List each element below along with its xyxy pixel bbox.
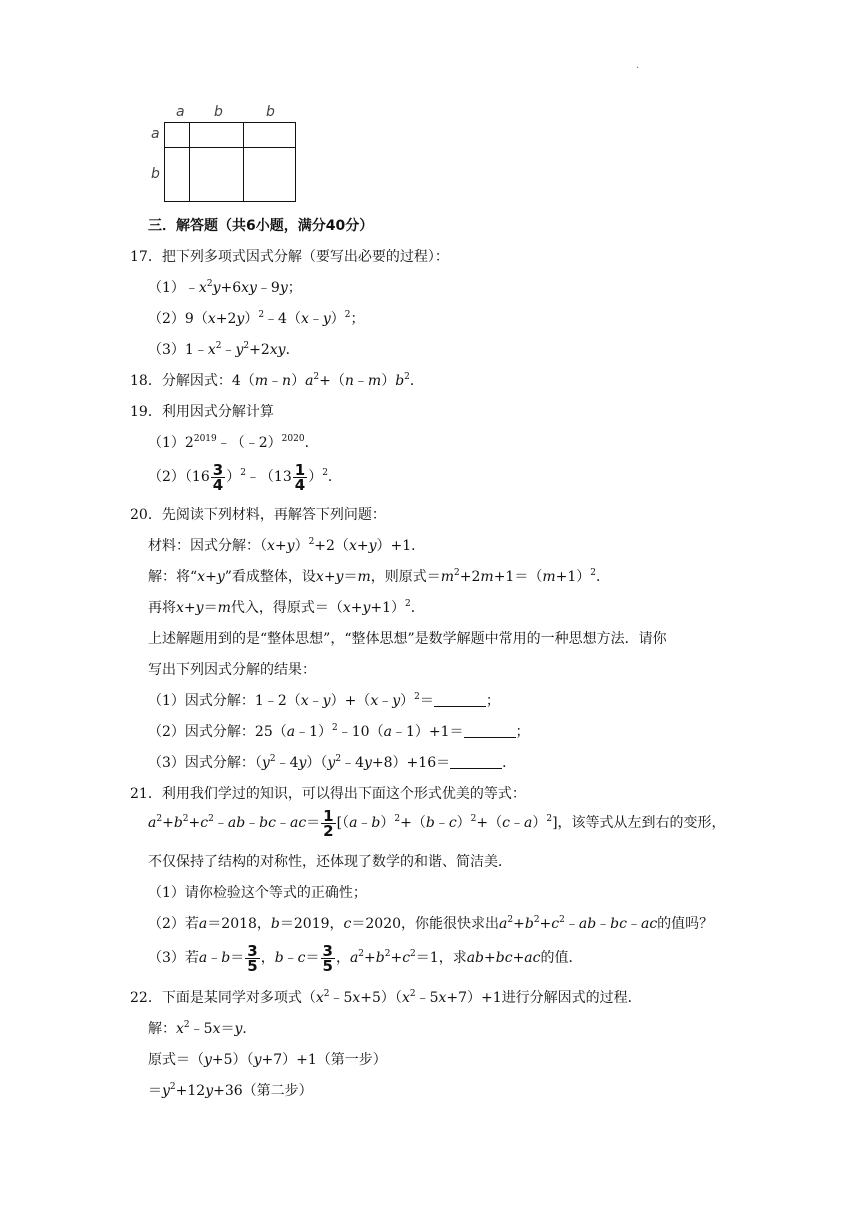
- figure-side-label-b: b: [151, 166, 160, 182]
- figure-top-label-a: a: [176, 104, 185, 120]
- q20-material: 材料：因式分解：$(x+y)^2+2(x+y)+1$．: [148, 537, 426, 554]
- q21-line2: 不仅保持了结构的对称性，还体现了数学的和谐、简洁美．: [148, 854, 512, 870]
- q19-part1: $(1)2^{2019}﹣(﹣2)^{2020}$．: [148, 434, 319, 451]
- q20-part1: （1）因式分解：1﹣2（x﹣y）+（x﹣y）$^2$＝ ；: [148, 692, 500, 709]
- q19-stem: 19．利用因式分解计算: [130, 404, 274, 420]
- q20-note-2: 写出下列因式分解的结果：: [148, 662, 316, 678]
- header-mark: .: [636, 60, 640, 71]
- q22-stem: 22．下面是某同学对多项式$(x^2﹣5x+5)(x^2﹣5x+7)+1$进行分解因式的过程．: [130, 989, 642, 1006]
- q18: 18．分解因式：$4(m﹣n)a^2+(n﹣m)b^2$．: [130, 372, 424, 389]
- q17-stem: 17．把下列多项式因式分解（要写出必要的过程）：: [130, 249, 449, 265]
- answer-blank-3[interactable]: [450, 754, 502, 769]
- figure-side-label-a: a: [151, 126, 160, 142]
- q17-part3: $(3)1﹣x^2﹣y^2+2xy$．: [148, 341, 300, 358]
- q21-stem: 21．利用我们学过的知识，可以得出下面这个形式优美的等式：: [130, 786, 526, 802]
- q19-part2: （2）（16 $\frac{3}{4}$ ）$^2$﹣（13 $\frac{1}{4}$ ）$^2$．: [148, 460, 342, 494]
- q17-part1: $(1)﹣x^2y+6xy﹣9y$；: [148, 279, 302, 296]
- q22-step1: 原式＝（y+5）（y+7）+1（第一步）: [148, 1052, 387, 1068]
- q20-solution: 解：将“x+y”看成整体，设x+y＝m，则原式$=m^2+2m+1=(m+1)^2$．: [148, 568, 610, 585]
- q22-substitution: 解：$x^2﹣5x=y$．: [148, 1020, 257, 1037]
- figure-top-label-b2: b: [266, 104, 275, 120]
- answer-blank-1[interactable]: [434, 692, 486, 707]
- q21-identity: $a^2+b^2+c^2﹣ab﹣bc﹣ac=$ $\frac{1}{2}$ [（a﹣b）$^2$+（b﹣c）$^2$+（c﹣a）$^2$]，该等式从左到右的变形，: [148, 806, 726, 840]
- q20-stem: 20．先阅读下列材料，再解答下列问题：: [130, 507, 386, 523]
- area-figure: [148, 102, 308, 206]
- area-grid: [164, 122, 296, 202]
- q21-part1: （1）请你检验这个等式的正确性；: [148, 885, 367, 901]
- q21-part3: （3）若a﹣b＝ $\frac{3}{5}$ ，b﹣c＝ $\frac{3}{5}$ ，$a^2+b^2+c^2=1$，求ab+bc+ac的值．: [148, 941, 583, 975]
- q22-step2: $=y^2+12y+36$（第二步）: [148, 1082, 313, 1099]
- q17-part2: $(2)9(x+2y)^2﹣4(x﹣y)^2$；: [148, 310, 365, 327]
- q20-part3: （3）因式分解：$(y^2﹣4y)(y^2﹣4y+8)+16=$ ．: [148, 754, 517, 771]
- q21-part2: （2）若a＝2018，b＝2019，c＝2020，你能很快求出$a^2+b^2+c^2﹣ab﹣bc﹣ac$的值吗？: [148, 915, 714, 932]
- figure-top-label-b1: b: [214, 104, 223, 120]
- answer-blank-2[interactable]: [464, 723, 516, 738]
- section-title: 三．解答题（共6小题，满分40分）: [148, 218, 374, 234]
- q20-note-1: 上述解题用到的是“整体思想”，“整体思想”是数学解题中常用的一种思想方法．请你: [148, 631, 667, 647]
- q20-part2: （2）因式分解：25（a﹣1）$^2$﹣10（a﹣1）+1＝ ；: [148, 723, 530, 740]
- q20-substitute: 再将x+y＝m代入，得原式$=(x+y+1)^2$．: [148, 599, 425, 616]
